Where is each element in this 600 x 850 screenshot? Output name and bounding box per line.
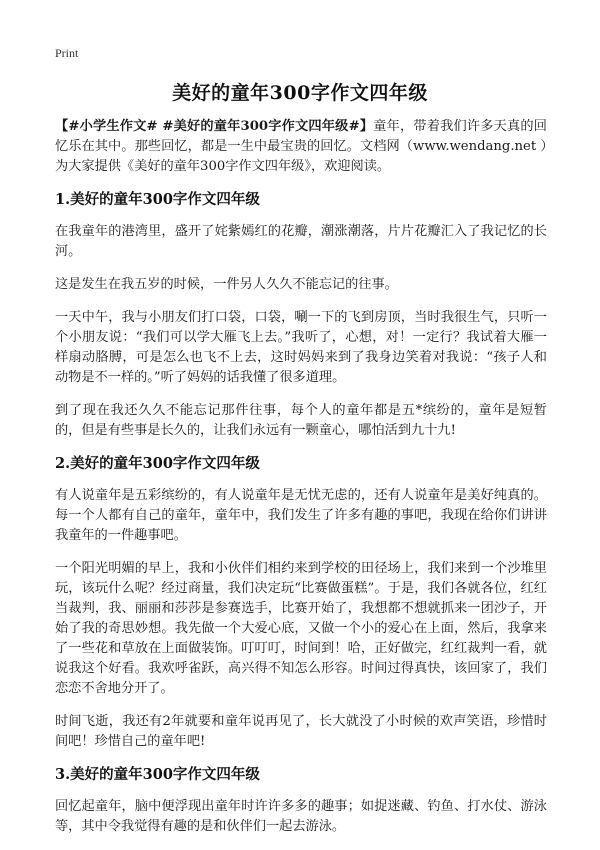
- section-1-paragraph: 一天中午，我与小朋友们打口袋，口袋，唰一下的飞到房顶，当时我很生气，只听一个小朋友说：“我们可以学大雁飞上去。”我听了，心想，对！一定行？我试着大雁一样扇动胳膊，可是怎么也飞不上去，这时妈妈来到了我身边笑着对我说：“孩子人和动物是不一样的。”听了妈妈的话我懂了很多道理。: [55, 310, 547, 385]
- section-1-paragraph: 在我童年的港湾里，盛开了姹紫嫣红的花瓣，潮涨潮落，片片花瓣汇入了我记忆的长河。: [55, 224, 547, 259]
- intro-text: 童年，带着我们许多天真的回忆乐在其中。那些回忆，都是一生中最宝贵的回忆。文档网（www.wendang.net ）为大家提供《美好的童年300字作文四年级》，欢迎阅读。: [55, 119, 547, 174]
- section-1-heading: 1.美好的童年300字作文四年级: [55, 191, 260, 208]
- print-label[interactable]: Print: [55, 46, 79, 60]
- section-3-paragraph: 回忆起童年，脑中便浮现出童年时许许多多的趣事；如捉迷藏、钓鱼、打水仗、游泳等，其中令我觉得有趣的是和伙伴们一起去游泳。: [55, 799, 547, 834]
- section-1-paragraph: 这是发生在我五岁的时候，一件另人久久不能忘记的往事。: [55, 277, 398, 292]
- page-title: 美好的童年300字作文四年级: [172, 82, 428, 104]
- intro-paragraph: [55, 117, 547, 177]
- intro-tags: 【#小学生作文# #美好的童年300字作文四年级#】: [55, 119, 374, 134]
- section-1-paragraph: 到了现在我还久久不能忘记那件往事，每个人的童年都是五*缤纷的，童年是短暂的，但是有些事是长久的，让我们永远有一颗童心，哪怕活到九十九!: [55, 403, 547, 438]
- section-2-paragraph: 时间飞逝，我还有2年就要和童年说再见了，长大就没了小时候的欢声笑语，珍惜时间吧！珍惜自己的童年吧!: [55, 714, 547, 749]
- section-2-paragraph: 一个阳光明媚的早上，我和小伙伴们相约来到学校的田径场上，我们来到一个沙堆里玩，该玩什么呢？经过商量，我们决定玩“比赛做蛋糕”。于是，我们各就各位，红红当裁判，我、丽丽和莎莎是参赛选手，比赛开始了，我想都不想就抓来一团沙子，开始了我的奇思妙想。我先做一个大爱心底，又做一个小的爱心在上面，然后，我拿来了一些花和草放在上面做装饰。叮叮叮，时间到！哈，正好做完，红红裁判一看，就说我这个好看。我欢呼雀跃，高兴得不知怎么形容。时间过得真快，该回家了，我们恋恋不舍地分开了。: [55, 561, 547, 696]
- section-2-paragraph: 有人说童年是五彩缤纷的，有人说童年是无忧无虑的，还有人说童年是美好纯真的。每一个人都有自己的童年，童年中，我们发生了许多有趣的事吧，我现在给你们讲讲我童年的一件趣事吧。: [55, 488, 547, 543]
- section-3-heading: 3.美好的童年300字作文四年级: [55, 766, 260, 783]
- section-2-heading: 2.美好的童年300字作文四年级: [55, 455, 260, 472]
- document-body: [55, 117, 547, 850]
